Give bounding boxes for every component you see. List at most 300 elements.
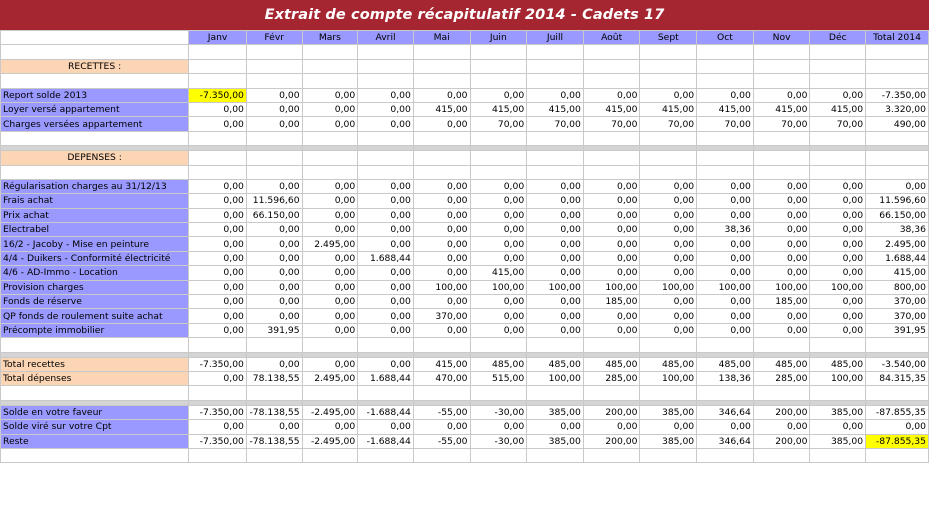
value-cell-juill[interactable]: 415,00 — [527, 102, 584, 116]
column-header-2[interactable]: Mars — [302, 31, 358, 45]
column-header-4[interactable]: Mai — [413, 31, 470, 45]
blank-cell[interactable] — [1, 45, 189, 59]
value-cell-févr[interactable]: 0,00 — [246, 266, 302, 280]
value-cell-mars[interactable]: 0,00 — [302, 102, 358, 116]
blank-cell[interactable] — [470, 131, 527, 145]
value-cell-déc[interactable]: 0,00 — [810, 420, 866, 434]
value-cell-sept[interactable]: 0,00 — [640, 179, 697, 193]
value-cell-janv[interactable]: -7.350,00 — [189, 88, 247, 102]
value-cell-mars[interactable]: 0,00 — [302, 208, 358, 222]
value-cell-janv[interactable]: 0,00 — [189, 208, 247, 222]
value-cell-mai[interactable]: -55,00 — [413, 434, 470, 448]
row-label[interactable]: Précompte immobilier — [1, 323, 189, 337]
blank-cell[interactable] — [697, 151, 754, 165]
blank-cell[interactable] — [470, 74, 527, 88]
value-cell-juin[interactable]: 0,00 — [470, 88, 527, 102]
value-cell-août[interactable]: 185,00 — [583, 295, 640, 309]
column-header-0[interactable]: Janv — [189, 31, 247, 45]
value-cell-févr[interactable]: 0,00 — [246, 420, 302, 434]
blank-cell[interactable] — [640, 386, 697, 400]
row-label[interactable]: QP fonds de roulement suite achat — [1, 309, 189, 323]
value-cell-sept[interactable]: 0,00 — [640, 420, 697, 434]
blank-cell[interactable] — [470, 386, 527, 400]
blank-cell[interactable] — [189, 386, 247, 400]
value-cell-juill[interactable]: 385,00 — [527, 405, 584, 419]
blank-cell[interactable] — [583, 386, 640, 400]
value-cell-mai[interactable]: 370,00 — [413, 309, 470, 323]
blank-cell[interactable] — [358, 165, 414, 179]
value-cell-déc[interactable]: 100,00 — [810, 371, 866, 385]
value-cell-avril[interactable]: 1.688,44 — [358, 371, 414, 385]
value-cell-mars[interactable]: 0,00 — [302, 117, 358, 131]
value-cell-avril[interactable]: 0,00 — [358, 223, 414, 237]
value-cell-sept[interactable]: 485,00 — [640, 357, 697, 371]
total-cell[interactable]: 66.150,00 — [866, 208, 929, 222]
value-cell-nov[interactable]: 100,00 — [753, 280, 810, 294]
blank-cell[interactable] — [810, 338, 866, 352]
value-cell-oct[interactable]: 0,00 — [697, 251, 754, 265]
value-cell-janv[interactable]: 0,00 — [189, 223, 247, 237]
value-cell-oct[interactable]: 0,00 — [697, 295, 754, 309]
blank-cell[interactable] — [583, 59, 640, 73]
blank-cell[interactable] — [753, 151, 810, 165]
total-cell[interactable]: -87.855,35 — [866, 434, 929, 448]
blank-cell[interactable] — [413, 131, 470, 145]
value-cell-avril[interactable]: 0,00 — [358, 179, 414, 193]
blank-cell[interactable] — [302, 45, 358, 59]
value-cell-juill[interactable]: 0,00 — [527, 237, 584, 251]
blank-cell[interactable] — [527, 74, 584, 88]
total-cell[interactable]: 370,00 — [866, 309, 929, 323]
blank-cell[interactable] — [866, 448, 929, 462]
blank-cell[interactable] — [810, 74, 866, 88]
blank-cell[interactable] — [413, 74, 470, 88]
value-cell-mai[interactable]: 0,00 — [413, 88, 470, 102]
blank-cell[interactable] — [640, 448, 697, 462]
value-cell-avril[interactable]: 0,00 — [358, 266, 414, 280]
column-header-11[interactable]: Déc — [810, 31, 866, 45]
blank-cell[interactable] — [583, 165, 640, 179]
value-cell-mai[interactable]: 0,00 — [413, 323, 470, 337]
total-cell[interactable]: 2.495,00 — [866, 237, 929, 251]
blank-cell[interactable] — [470, 338, 527, 352]
value-cell-mai[interactable]: 0,00 — [413, 251, 470, 265]
blank-cell[interactable] — [413, 338, 470, 352]
blank-cell[interactable] — [753, 448, 810, 462]
value-cell-oct[interactable]: 0,00 — [697, 266, 754, 280]
total-cell[interactable]: 3.320,00 — [866, 102, 929, 116]
value-cell-nov[interactable]: 185,00 — [753, 295, 810, 309]
value-cell-avril[interactable]: -1.688,44 — [358, 405, 414, 419]
value-cell-août[interactable]: 0,00 — [583, 88, 640, 102]
value-cell-oct[interactable]: 346,64 — [697, 434, 754, 448]
blank-cell[interactable] — [866, 151, 929, 165]
value-cell-août[interactable]: 70,00 — [583, 117, 640, 131]
blank-cell[interactable] — [246, 131, 302, 145]
blank-cell[interactable] — [189, 338, 247, 352]
value-cell-mars[interactable]: 0,00 — [302, 420, 358, 434]
value-cell-juin[interactable]: 0,00 — [470, 309, 527, 323]
value-cell-juill[interactable]: 70,00 — [527, 117, 584, 131]
value-cell-déc[interactable]: 385,00 — [810, 405, 866, 419]
value-cell-août[interactable]: 0,00 — [583, 223, 640, 237]
value-cell-juin[interactable]: 0,00 — [470, 223, 527, 237]
value-cell-sept[interactable]: 70,00 — [640, 117, 697, 131]
value-cell-janv[interactable]: -7.350,00 — [189, 405, 247, 419]
blank-cell[interactable] — [246, 338, 302, 352]
value-cell-août[interactable]: 0,00 — [583, 323, 640, 337]
blank-cell[interactable] — [1, 386, 189, 400]
value-cell-oct[interactable]: 138,36 — [697, 371, 754, 385]
value-cell-sept[interactable]: 385,00 — [640, 434, 697, 448]
value-cell-nov[interactable]: 415,00 — [753, 102, 810, 116]
value-cell-déc[interactable]: 100,00 — [810, 280, 866, 294]
blank-cell[interactable] — [302, 386, 358, 400]
total-cell[interactable]: 391,95 — [866, 323, 929, 337]
row-label[interactable]: Total dépenses — [1, 371, 189, 385]
blank-cell[interactable] — [866, 45, 929, 59]
value-cell-févr[interactable]: 0,00 — [246, 102, 302, 116]
blank-cell[interactable] — [527, 45, 584, 59]
value-cell-mai[interactable]: 0,00 — [413, 179, 470, 193]
row-label[interactable]: Report solde 2013 — [1, 88, 189, 102]
value-cell-oct[interactable]: 0,00 — [697, 208, 754, 222]
value-cell-août[interactable]: 0,00 — [583, 266, 640, 280]
value-cell-avril[interactable]: 0,00 — [358, 420, 414, 434]
blank-cell[interactable] — [358, 386, 414, 400]
column-header-3[interactable]: Avril — [358, 31, 414, 45]
blank-cell[interactable] — [753, 165, 810, 179]
total-cell[interactable]: 84.315,35 — [866, 371, 929, 385]
value-cell-avril[interactable]: 0,00 — [358, 280, 414, 294]
value-cell-mai[interactable]: 0,00 — [413, 194, 470, 208]
value-cell-juill[interactable]: 0,00 — [527, 323, 584, 337]
value-cell-nov[interactable]: 0,00 — [753, 266, 810, 280]
value-cell-déc[interactable]: 0,00 — [810, 295, 866, 309]
value-cell-févr[interactable]: -78.138,55 — [246, 405, 302, 419]
value-cell-janv[interactable]: 0,00 — [189, 371, 247, 385]
value-cell-mai[interactable]: 0,00 — [413, 420, 470, 434]
blank-cell[interactable] — [189, 165, 247, 179]
value-cell-mars[interactable]: 0,00 — [302, 295, 358, 309]
value-cell-mars[interactable]: 2.495,00 — [302, 371, 358, 385]
value-cell-mars[interactable]: 0,00 — [302, 323, 358, 337]
value-cell-nov[interactable]: 285,00 — [753, 371, 810, 385]
blank-cell[interactable] — [246, 165, 302, 179]
blank-cell[interactable] — [697, 386, 754, 400]
value-cell-janv[interactable]: 0,00 — [189, 266, 247, 280]
value-cell-févr[interactable]: 0,00 — [246, 237, 302, 251]
blank-cell[interactable] — [470, 165, 527, 179]
value-cell-avril[interactable]: 0,00 — [358, 208, 414, 222]
blank-cell[interactable] — [189, 74, 247, 88]
value-cell-mai[interactable]: -55,00 — [413, 405, 470, 419]
blank-cell[interactable] — [583, 74, 640, 88]
value-cell-juill[interactable]: 0,00 — [527, 420, 584, 434]
column-header-8[interactable]: Sept — [640, 31, 697, 45]
blank-cell[interactable] — [583, 448, 640, 462]
value-cell-déc[interactable]: 0,00 — [810, 208, 866, 222]
value-cell-avril[interactable]: -1.688,44 — [358, 434, 414, 448]
value-cell-juin[interactable]: 515,00 — [470, 371, 527, 385]
total-cell[interactable]: -3.540,00 — [866, 357, 929, 371]
value-cell-sept[interactable]: 0,00 — [640, 251, 697, 265]
blank-cell[interactable] — [1, 338, 189, 352]
value-cell-août[interactable]: 0,00 — [583, 179, 640, 193]
value-cell-févr[interactable]: 0,00 — [246, 251, 302, 265]
value-cell-nov[interactable]: 0,00 — [753, 223, 810, 237]
value-cell-mars[interactable]: 0,00 — [302, 88, 358, 102]
value-cell-mars[interactable]: 0,00 — [302, 309, 358, 323]
blank-cell[interactable] — [189, 59, 247, 73]
row-label[interactable]: Régularisation charges au 31/12/13 — [1, 179, 189, 193]
blank-cell[interactable] — [302, 151, 358, 165]
value-cell-mai[interactable]: 100,00 — [413, 280, 470, 294]
value-cell-mars[interactable]: 0,00 — [302, 179, 358, 193]
value-cell-août[interactable]: 200,00 — [583, 405, 640, 419]
value-cell-déc[interactable]: 0,00 — [810, 179, 866, 193]
blank-cell[interactable] — [358, 59, 414, 73]
value-cell-juin[interactable]: 415,00 — [470, 266, 527, 280]
value-cell-oct[interactable]: 415,00 — [697, 102, 754, 116]
value-cell-juill[interactable]: 0,00 — [527, 194, 584, 208]
value-cell-juin[interactable]: 0,00 — [470, 194, 527, 208]
row-label[interactable]: 4/4 - Duikers - Conformité électricité — [1, 251, 189, 265]
blank-cell[interactable] — [866, 74, 929, 88]
value-cell-févr[interactable]: 0,00 — [246, 88, 302, 102]
value-cell-févr[interactable]: 11.596,60 — [246, 194, 302, 208]
row-label[interactable]: Provision charges — [1, 280, 189, 294]
value-cell-févr[interactable]: 0,00 — [246, 179, 302, 193]
value-cell-mars[interactable]: 0,00 — [302, 266, 358, 280]
row-label[interactable]: 4/6 - AD-Immo - Location — [1, 266, 189, 280]
column-header-total[interactable]: Total 2014 — [866, 31, 929, 45]
total-cell[interactable]: 0,00 — [866, 179, 929, 193]
blank-cell[interactable] — [302, 338, 358, 352]
value-cell-juin[interactable]: 100,00 — [470, 280, 527, 294]
row-label[interactable]: Total recettes — [1, 357, 189, 371]
blank-cell[interactable] — [640, 45, 697, 59]
value-cell-juill[interactable]: 385,00 — [527, 434, 584, 448]
value-cell-oct[interactable]: 485,00 — [697, 357, 754, 371]
value-cell-déc[interactable]: 0,00 — [810, 194, 866, 208]
total-cell[interactable]: 1.688,44 — [866, 251, 929, 265]
blank-cell[interactable] — [753, 131, 810, 145]
blank-cell[interactable] — [302, 448, 358, 462]
value-cell-déc[interactable]: 0,00 — [810, 323, 866, 337]
value-cell-sept[interactable]: 100,00 — [640, 371, 697, 385]
value-cell-nov[interactable]: 70,00 — [753, 117, 810, 131]
blank-cell[interactable] — [246, 386, 302, 400]
blank-cell[interactable] — [753, 338, 810, 352]
value-cell-oct[interactable]: 0,00 — [697, 420, 754, 434]
blank-cell[interactable] — [697, 165, 754, 179]
value-cell-mai[interactable]: 0,00 — [413, 237, 470, 251]
blank-cell[interactable] — [866, 59, 929, 73]
value-cell-nov[interactable]: 485,00 — [753, 357, 810, 371]
value-cell-avril[interactable]: 0,00 — [358, 295, 414, 309]
value-cell-déc[interactable]: 70,00 — [810, 117, 866, 131]
blank-cell[interactable] — [358, 151, 414, 165]
blank-cell[interactable] — [470, 151, 527, 165]
column-header-1[interactable]: Févr — [246, 31, 302, 45]
value-cell-sept[interactable]: 0,00 — [640, 208, 697, 222]
blank-cell[interactable] — [358, 74, 414, 88]
row-label[interactable]: 16/2 - Jacoby - Mise en peinture — [1, 237, 189, 251]
blank-cell[interactable] — [866, 131, 929, 145]
total-cell[interactable]: -87.855,35 — [866, 405, 929, 419]
blank-cell[interactable] — [1, 165, 189, 179]
value-cell-juill[interactable]: 0,00 — [527, 208, 584, 222]
blank-cell[interactable] — [697, 59, 754, 73]
total-cell[interactable]: 38,36 — [866, 223, 929, 237]
total-cell[interactable]: 370,00 — [866, 295, 929, 309]
blank-cell[interactable] — [640, 74, 697, 88]
value-cell-juin[interactable]: 0,00 — [470, 323, 527, 337]
blank-cell[interactable] — [583, 338, 640, 352]
value-cell-nov[interactable]: 0,00 — [753, 194, 810, 208]
value-cell-janv[interactable]: 0,00 — [189, 295, 247, 309]
blank-cell[interactable] — [810, 59, 866, 73]
value-cell-août[interactable]: 0,00 — [583, 237, 640, 251]
value-cell-avril[interactable]: 0,00 — [358, 88, 414, 102]
value-cell-nov[interactable]: 0,00 — [753, 88, 810, 102]
blank-cell[interactable] — [527, 448, 584, 462]
value-cell-sept[interactable]: 0,00 — [640, 237, 697, 251]
value-cell-janv[interactable]: 0,00 — [189, 420, 247, 434]
value-cell-déc[interactable]: 415,00 — [810, 102, 866, 116]
value-cell-sept[interactable]: 0,00 — [640, 88, 697, 102]
column-header-6[interactable]: Juill — [527, 31, 584, 45]
value-cell-sept[interactable]: 415,00 — [640, 102, 697, 116]
value-cell-juill[interactable]: 485,00 — [527, 357, 584, 371]
section-recettes-label[interactable]: RECETTES : — [1, 59, 189, 73]
value-cell-mai[interactable]: 415,00 — [413, 102, 470, 116]
row-label[interactable]: Reste — [1, 434, 189, 448]
blank-cell[interactable] — [810, 448, 866, 462]
row-label[interactable]: Solde en votre faveur — [1, 405, 189, 419]
blank-cell[interactable] — [640, 165, 697, 179]
blank-cell[interactable] — [753, 59, 810, 73]
blank-cell[interactable] — [640, 338, 697, 352]
value-cell-oct[interactable]: 0,00 — [697, 237, 754, 251]
value-cell-juill[interactable]: 0,00 — [527, 223, 584, 237]
value-cell-mai[interactable]: 0,00 — [413, 117, 470, 131]
value-cell-mars[interactable]: 0,00 — [302, 194, 358, 208]
value-cell-oct[interactable]: 0,00 — [697, 309, 754, 323]
blank-cell[interactable] — [246, 448, 302, 462]
value-cell-juill[interactable]: 100,00 — [527, 280, 584, 294]
blank-cell[interactable] — [810, 386, 866, 400]
blank-cell[interactable] — [246, 74, 302, 88]
blank-cell[interactable] — [866, 338, 929, 352]
total-cell[interactable]: 11.596,60 — [866, 194, 929, 208]
value-cell-juin[interactable]: 0,00 — [470, 251, 527, 265]
value-cell-août[interactable]: 285,00 — [583, 371, 640, 385]
value-cell-janv[interactable]: 0,00 — [189, 309, 247, 323]
blank-cell[interactable] — [697, 45, 754, 59]
blank-cell[interactable] — [189, 45, 247, 59]
value-cell-juill[interactable]: 0,00 — [527, 88, 584, 102]
value-cell-sept[interactable]: 0,00 — [640, 323, 697, 337]
value-cell-déc[interactable]: 485,00 — [810, 357, 866, 371]
value-cell-juin[interactable]: 0,00 — [470, 420, 527, 434]
value-cell-août[interactable]: 485,00 — [583, 357, 640, 371]
value-cell-déc[interactable]: 0,00 — [810, 223, 866, 237]
blank-cell[interactable] — [413, 59, 470, 73]
blank-cell[interactable] — [697, 131, 754, 145]
value-cell-juin[interactable]: 0,00 — [470, 179, 527, 193]
value-cell-févr[interactable]: 78.138,55 — [246, 371, 302, 385]
total-cell[interactable]: 415,00 — [866, 266, 929, 280]
value-cell-janv[interactable]: 0,00 — [189, 102, 247, 116]
blank-cell[interactable] — [527, 59, 584, 73]
blank-cell[interactable] — [640, 131, 697, 145]
value-cell-déc[interactable]: 385,00 — [810, 434, 866, 448]
value-cell-févr[interactable]: 66.150,00 — [246, 208, 302, 222]
value-cell-avril[interactable]: 0,00 — [358, 237, 414, 251]
value-cell-sept[interactable]: 0,00 — [640, 309, 697, 323]
value-cell-juin[interactable]: 70,00 — [470, 117, 527, 131]
value-cell-janv[interactable]: 0,00 — [189, 117, 247, 131]
value-cell-avril[interactable]: 0,00 — [358, 309, 414, 323]
value-cell-déc[interactable]: 0,00 — [810, 309, 866, 323]
column-header-9[interactable]: Oct — [697, 31, 754, 45]
blank-cell[interactable] — [189, 151, 247, 165]
blank-cell[interactable] — [189, 131, 247, 145]
value-cell-août[interactable]: 415,00 — [583, 102, 640, 116]
row-label[interactable]: Loyer versé appartement — [1, 102, 189, 116]
blank-cell[interactable] — [358, 131, 414, 145]
blank-cell[interactable] — [302, 74, 358, 88]
value-cell-avril[interactable]: 1.688,44 — [358, 251, 414, 265]
value-cell-mars[interactable]: 2.495,00 — [302, 237, 358, 251]
value-cell-juin[interactable]: 415,00 — [470, 102, 527, 116]
blank-cell[interactable] — [413, 165, 470, 179]
section-depenses-label[interactable]: DEPENSES : — [1, 151, 189, 165]
value-cell-févr[interactable]: 0,00 — [246, 309, 302, 323]
value-cell-oct[interactable]: 0,00 — [697, 323, 754, 337]
value-cell-juill[interactable]: 100,00 — [527, 371, 584, 385]
blank-cell[interactable] — [810, 45, 866, 59]
value-cell-juin[interactable]: 485,00 — [470, 357, 527, 371]
value-cell-oct[interactable]: 0,00 — [697, 194, 754, 208]
value-cell-oct[interactable]: 0,00 — [697, 179, 754, 193]
blank-cell[interactable] — [697, 448, 754, 462]
blank-cell[interactable] — [246, 151, 302, 165]
value-cell-août[interactable]: 0,00 — [583, 251, 640, 265]
row-label[interactable]: Fonds de réserve — [1, 295, 189, 309]
blank-cell[interactable] — [753, 386, 810, 400]
blank-cell[interactable] — [527, 386, 584, 400]
value-cell-oct[interactable]: 38,36 — [697, 223, 754, 237]
value-cell-mai[interactable]: 0,00 — [413, 208, 470, 222]
value-cell-août[interactable]: 0,00 — [583, 194, 640, 208]
value-cell-mars[interactable]: 0,00 — [302, 223, 358, 237]
blank-cell[interactable] — [527, 131, 584, 145]
blank-cell[interactable] — [413, 448, 470, 462]
blank-cell[interactable] — [866, 165, 929, 179]
value-cell-janv[interactable]: -7.350,00 — [189, 434, 247, 448]
value-cell-juin[interactable]: 0,00 — [470, 208, 527, 222]
value-cell-avril[interactable]: 0,00 — [358, 323, 414, 337]
total-cell[interactable]: 800,00 — [866, 280, 929, 294]
blank-cell[interactable] — [189, 448, 247, 462]
blank-cell[interactable] — [470, 448, 527, 462]
value-cell-janv[interactable]: 0,00 — [189, 251, 247, 265]
value-cell-avril[interactable]: 0,00 — [358, 357, 414, 371]
value-cell-juin[interactable]: 0,00 — [470, 237, 527, 251]
